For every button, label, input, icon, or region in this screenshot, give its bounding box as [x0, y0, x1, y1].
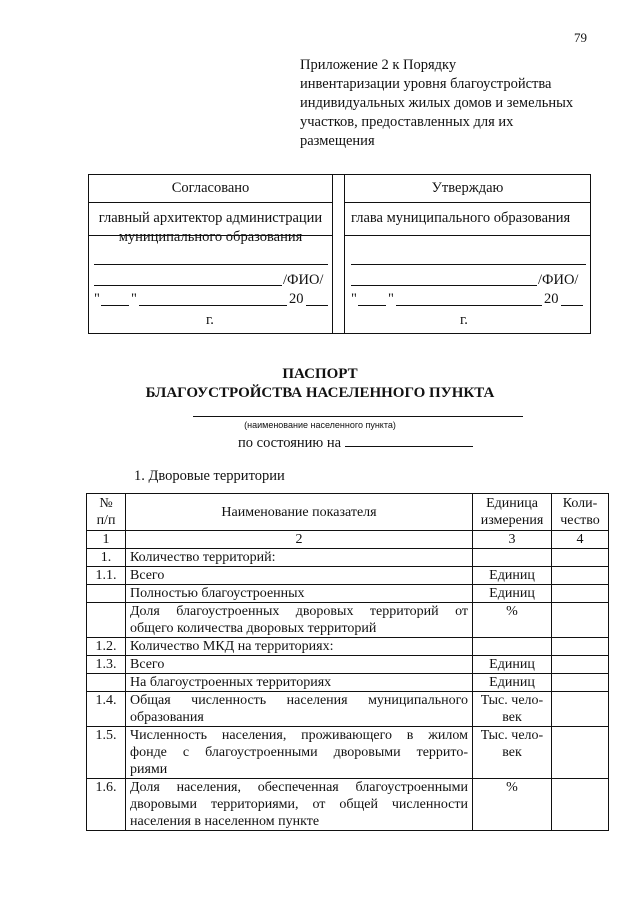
row-name: Всего [126, 567, 473, 585]
approval-left [89, 175, 332, 333]
row-qty [552, 656, 609, 674]
day-blank [358, 305, 386, 306]
col-number: 3 [473, 531, 552, 549]
row-qty [552, 674, 609, 692]
row-unit: Единиц [473, 585, 552, 603]
quote-close: " [131, 291, 137, 307]
row-num: 1. [87, 549, 126, 567]
table-header-row [87, 494, 609, 531]
row-name-line: Общая численность населения муниципального [130, 693, 468, 708]
fio-label: /ФИО/ [283, 272, 324, 288]
row-qty [552, 549, 609, 567]
day-blank [101, 305, 129, 306]
row-unit: % [473, 779, 552, 831]
header-unit [473, 494, 552, 531]
appendix-line: участков, предоставленных для их [300, 114, 514, 130]
approval-right-header: Утверждаю [345, 175, 590, 203]
locality-caption: (наименование населенного пункта) [244, 420, 396, 430]
row-unit-line: Тыс. чело- [480, 728, 544, 743]
table-row [87, 779, 609, 831]
fio-label: /ФИО/ [538, 272, 579, 288]
row-num: 1.3. [87, 656, 126, 674]
signature-line [351, 264, 586, 265]
month-blank [139, 305, 287, 306]
row-name: Количество МКД на территориях: [126, 638, 473, 656]
row-unit [473, 692, 552, 727]
row-qty [552, 727, 609, 779]
role-line: главный архитектор администрации [98, 210, 323, 226]
row-name: Количество территорий: [126, 549, 473, 567]
document-subtitle: БЛАГОУСТРОЙСТВА НАСЕЛЕННОГО ПУНКТА [145, 385, 495, 401]
indicators-table [86, 493, 609, 831]
row-name: Всего [126, 656, 473, 674]
header-qty [552, 494, 609, 531]
header-text: Коли- [562, 496, 598, 511]
signature-line [351, 285, 537, 286]
row-name-line: образования [130, 710, 204, 725]
col-number: 1 [87, 531, 126, 549]
quote-close: " [388, 291, 394, 307]
approval-right [345, 175, 590, 333]
approval-right-role [345, 209, 590, 228]
year-suffix: г. [460, 312, 468, 328]
table-row [87, 549, 609, 567]
header-text: измерения [480, 513, 544, 528]
row-num [87, 585, 126, 603]
section-title: 1. Дворовые территории [134, 468, 285, 484]
as-of-date-blank [345, 434, 473, 447]
row-qty [552, 692, 609, 727]
year-prefix: 20 [544, 291, 559, 307]
row-unit [473, 638, 552, 656]
appendix-line: инвентаризации уровня благоустройства [300, 76, 552, 92]
row-name: Полностью благоустроенных [126, 585, 473, 603]
row-unit: % [473, 603, 552, 638]
row-unit [473, 549, 552, 567]
row-unit [473, 727, 552, 779]
role-line: муниципального образования [118, 229, 303, 245]
table-row [87, 567, 609, 585]
row-name-line: фонде с благоустроенными дворовыми террито- [130, 745, 468, 760]
row-num: 1.5. [87, 727, 126, 779]
row-name [126, 779, 473, 831]
row-name: На благоустроенных территориях [126, 674, 473, 692]
appendix-line: размещения [300, 133, 375, 149]
quote-open: " [351, 291, 357, 307]
row-num: 1.1. [87, 567, 126, 585]
row-qty [552, 567, 609, 585]
appendix-line: индивидуальных жилых домов и земельных [300, 95, 574, 111]
row-num [87, 603, 126, 638]
table-row [87, 638, 609, 656]
row-num: 1.2. [87, 638, 126, 656]
as-of-label: по состоянию на [238, 435, 342, 451]
row-name-line: общего количества дворовых территорий [130, 621, 377, 636]
row-qty [552, 779, 609, 831]
appendix-line: Приложение 2 к Порядку [300, 57, 457, 73]
row-unit: Единиц [473, 674, 552, 692]
approval-table [88, 174, 591, 334]
header-num [87, 494, 126, 531]
row-qty [552, 603, 609, 638]
column-number-row [87, 531, 609, 549]
approval-divider [332, 175, 345, 333]
as-of-date [238, 434, 473, 452]
col-number: 2 [126, 531, 473, 549]
approval-left-header: Согласовано [89, 175, 332, 203]
row-unit-line: век [502, 745, 522, 760]
year-suffix: г. [206, 312, 214, 328]
year-prefix: 20 [289, 291, 304, 307]
row-name [126, 692, 473, 727]
approval-right-separator [345, 235, 590, 236]
col-number: 4 [552, 531, 609, 549]
approval-left-separator [89, 235, 332, 236]
year-blank [306, 305, 328, 306]
row-name-line: Доля населения, обеспеченная благоустроенными [130, 780, 468, 795]
document-title: ПАСПОРТ [282, 366, 358, 382]
signature-line [94, 264, 328, 265]
quote-open: " [94, 291, 100, 307]
row-name [126, 727, 473, 779]
row-name [126, 603, 473, 638]
month-blank [396, 305, 542, 306]
row-unit-line: век [502, 710, 522, 725]
signature-line [94, 285, 282, 286]
locality-name-blank [193, 416, 523, 417]
header-name: Наименование показателя [126, 494, 473, 531]
role-line: глава муниципального образования [351, 210, 571, 226]
row-qty [552, 638, 609, 656]
header-text: № [99, 496, 113, 511]
row-unit-line: Тыс. чело- [480, 693, 544, 708]
row-name-line: риями [130, 762, 168, 777]
year-blank [561, 305, 583, 306]
table-row [87, 585, 609, 603]
row-qty [552, 585, 609, 603]
page-number: 79 [574, 30, 587, 45]
row-name-line: Доля благоустроенных дворовых территорий от [130, 604, 468, 619]
table-row [87, 692, 609, 727]
row-num [87, 674, 126, 692]
appendix-note [300, 56, 610, 151]
table-row [87, 727, 609, 779]
row-unit: Единиц [473, 567, 552, 585]
header-text: п/п [96, 513, 116, 528]
table-row [87, 656, 609, 674]
row-num: 1.4. [87, 692, 126, 727]
row-name-line: Численность населения, проживающего в жилом [130, 728, 468, 743]
row-name-line: дворовыми территориями, от общей численности [130, 797, 468, 812]
approval-left-role [89, 209, 332, 247]
table-row [87, 603, 609, 638]
header-text: Единица [486, 496, 538, 511]
row-num: 1.6. [87, 779, 126, 831]
row-name-line: населения в населенном пункте [130, 814, 320, 829]
header-text: чество [560, 513, 600, 528]
row-unit: Единиц [473, 656, 552, 674]
table-row [87, 674, 609, 692]
